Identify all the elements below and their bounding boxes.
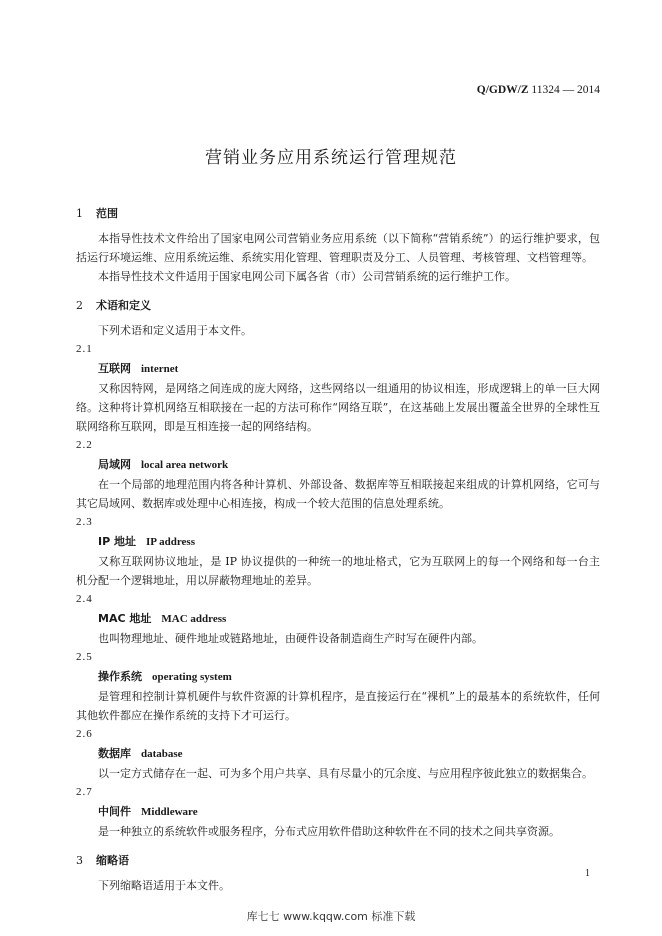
section-heading: 术语和定义 <box>96 299 151 312</box>
term-en: Middleware <box>141 806 198 818</box>
term-definition: 以一定方式储存在一起、可为多个用户共享、具有尽量小的冗余度、与应用程序彼此独立的数据集合。 <box>98 767 593 780</box>
term-number: 2.2 <box>76 439 93 451</box>
term-cn: 数据库 <box>98 747 131 760</box>
term-title <box>76 744 600 764</box>
term-title <box>76 802 600 822</box>
term-cn: 互联网 <box>98 362 131 375</box>
section-2-intro: 下列术语和定义适用于本文件。 <box>98 324 252 337</box>
section-number: 3 <box>76 854 83 867</box>
term-en: database <box>141 748 183 760</box>
term-number: 2.1 <box>76 343 93 355</box>
term-definition: 又称因特网，是网络之间连成的庞大网络，这些网络以一组通用的协议相连，形成逻辑上的单一巨大网络。这种将计算机网络互相联接在一起的方法可称作“网络互联”，在这基础上发展出覆盖全世界的全球性互联网络称互联网，即是互相连接一起的网络结构。 <box>76 382 600 433</box>
section-2-header <box>76 296 600 315</box>
section-heading: 范围 <box>96 207 118 220</box>
term-definition: 也叫物理地址、硬件地址或链路地址，由硬件设备制造商生产时写在硬件内部。 <box>98 632 483 645</box>
section-number: 1 <box>76 207 83 220</box>
term-cn: 操作系统 <box>98 670 142 683</box>
section-number: 2 <box>76 299 83 312</box>
term-en: IP address <box>145 536 195 548</box>
section-heading: 缩略语 <box>96 854 129 867</box>
term-definition: 又称互联网协议地址，是 IP 协议提供的一种统一的地址格式，它为互联网上的每一个网络和每一台主机分配一个逻辑地址，用以屏蔽物理地址的差异。 <box>76 555 600 587</box>
term-title <box>76 359 600 379</box>
term-cn: 局域网 <box>98 458 131 471</box>
term-number: 2.6 <box>76 728 93 740</box>
term-definition: 是一种独立的系统软件或服务程序，分布式应用软件借助这种软件在不同的技术之间共享资源。 <box>98 825 560 838</box>
document-title: 营销业务应用系统运行管理规范 <box>205 148 457 168</box>
term-en: MAC address <box>161 613 227 625</box>
term-cn: IP 地址 <box>98 535 136 548</box>
section-1-paragraph-1: 本指导性技术文件给出了国家电网公司营销业务应用系统（以下简称“营销系统”）的运行维护要求，包括运行环境运维、应用系统运维、系统实用化管理、管理职责及分工、人员管理、考核管理、文档管理等。 <box>76 232 600 264</box>
term-number: 2.5 <box>76 651 93 663</box>
term-number: 2.7 <box>76 786 93 798</box>
term-definition: 是管理和控制计算机硬件与软件资源的计算机程序，是直接运行在“裸机”上的最基本的系统软件，任何其他软件都应在操作系统的支持下才可运行。 <box>76 690 600 722</box>
term-title <box>76 532 600 552</box>
term-title <box>76 667 600 687</box>
term-cn: MAC 地址 <box>98 612 152 625</box>
section-3-header <box>76 851 600 870</box>
term-en: internet <box>141 363 179 375</box>
term-title <box>76 455 600 475</box>
term-title <box>76 609 600 629</box>
term-cn: 中间件 <box>98 805 131 818</box>
term-en: operating system <box>152 671 232 683</box>
section-1-paragraph-2: 本指导性技术文件适用于国家电网公司下属各省（市）公司营销系统的运行维护工作。 <box>98 270 516 283</box>
document-body <box>76 204 600 895</box>
section-3-intro: 下列缩略语适用于本文件。 <box>98 879 230 892</box>
term-number: 2.4 <box>76 593 93 605</box>
section-1-header <box>76 204 600 223</box>
term-number: 2.3 <box>76 516 93 528</box>
page-number: 1 <box>585 868 590 879</box>
term-definition: 在一个局部的地理范围内将各种计算机、外部设备、数据库等互相联接起来组成的计算机网络，它可与其它局域网、数据库或处理中心相连接，构成一个较大范围的信息处理系统。 <box>76 478 600 510</box>
standard-code <box>477 84 600 96</box>
standard-code-prefix: Q/GDW/Z <box>476 84 529 96</box>
standard-code-suffix: 11324 — 2014 <box>528 84 600 96</box>
term-en: local area network <box>141 459 229 471</box>
footer-watermark: 库七七 www.kqqw.com 标准下载 <box>246 910 416 923</box>
